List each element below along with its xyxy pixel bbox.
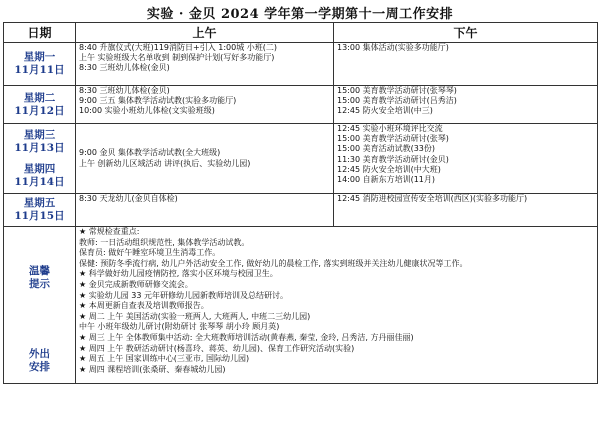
schedule-line: 15:00 美育活动试教(33份) (337, 144, 436, 154)
schedule-line: 13:00 集体活动(实验多功能厅) (337, 43, 449, 52)
note-line: 保健: 预防冬季流行病, 幼儿户外活动安全工作, 做好幼儿的晨检工作, 落实到班级并关注幼儿健康状况等工作。 (79, 258, 468, 268)
day-name: 星期二 (23, 91, 56, 104)
tips-label: 温馨 提示 (29, 265, 50, 290)
pm-cell-tuesday (334, 86, 598, 124)
note-line: 保育员: 做好午睡室环境卫生消毒工作。 (79, 248, 221, 258)
day-row-wed-thu (4, 124, 598, 194)
note-line: ★ 实验幼儿园 33 元年研修幼儿园新教师培训及总结研讨。 (79, 290, 288, 300)
header-row (4, 23, 598, 43)
schedule-line: 8:30 天龙幼儿(金贝自体检) (79, 194, 178, 203)
schedule-table (3, 22, 598, 384)
outings-label: 外出 安排 (29, 348, 50, 373)
schedule-line: 9:00 三五 集体教学活动试教(实验多功能厅) (79, 96, 237, 106)
notes-label-cell (4, 227, 76, 384)
note-line: ★ 金贝完成新教师研修交流会。 (79, 279, 193, 289)
note-line: ★ 科学做好幼儿园疫情防控, 落实小区环境与校园卫生。 (79, 269, 278, 279)
schedule-line: 9:00 金贝 集体教学活动试教(全大班级) (79, 148, 221, 158)
schedule-line: 8:30 三班幼儿体检(金贝) (79, 63, 170, 73)
note-line: ★ 常规检查重点: (79, 227, 140, 236)
schedule-line: 15:00 美育教学活动研讨(吕秀洁) (337, 96, 457, 106)
schedule-line: 10:00 实验小班幼儿体检(文实验班级) (79, 106, 215, 116)
schedule-line: 11:30 美育教学活动研讨(金贝) (337, 154, 449, 164)
pm-header: 下午 (334, 23, 598, 43)
note-line: 中午 小班年级幼儿研讨(附幼研讨 张琴琴 胡小玲 顾月英) (79, 322, 280, 332)
schedule-line: 12:45 防火安全培训(中大班) (337, 164, 441, 174)
day-date: 11月12日 (14, 104, 65, 117)
schedule-line: 15:00 美育教学活动研讨(张琴琴) (337, 86, 457, 95)
schedule-line: 12:45 消防进校园宣传安全培训(西区)(实验多功能厅) (337, 194, 528, 203)
note-line: ★ 周四 上午 教研活动研讨(杨喜玲、蒋英、幼儿园)、保育工作研究活动(实验) (79, 343, 355, 353)
schedule-line: 14:00 自新东方培训(11月) (337, 175, 436, 185)
am-cell-wed-thu (76, 124, 334, 194)
note-line: ★ 周四 课程培训(张桑研、秦春城幼儿园) (79, 364, 226, 374)
pm-cell-wed-thu (334, 124, 598, 194)
schedule-line: 12:45 防火安全培训(中三) (337, 106, 433, 116)
day-date: 11月13日 (14, 141, 65, 154)
day-name: 星期五 (23, 197, 56, 209)
schedule-line: 上午 实验班级大名单收到 制到保护计划(写好多功能厅) (79, 53, 275, 63)
note-line: ★ 周二 上午 美国活动(实验一班两人, 大班两人, 中班二三幼儿园) (79, 311, 311, 321)
note-line: ★ 周五 上午 国家训练中心(三亚市, 国际幼儿园) (79, 354, 250, 364)
day-label-friday (4, 194, 76, 227)
schedule-line: 上午 创新幼儿区域活动 讲评(执后、实验幼儿园) (79, 158, 251, 168)
note-line: 教师: 一日活动组织规范性, 集体教学活动试教。 (79, 237, 250, 247)
day-row-tuesday (4, 86, 598, 124)
schedule-line: 8:30 三班幼儿体检(金贝) (79, 86, 170, 95)
page-title: 实验 · 金贝 2024 学年第一学期第十一周工作安排 (146, 7, 454, 22)
am-cell-tuesday (76, 86, 334, 124)
date-header: 日期 (4, 23, 76, 43)
day-date: 11月15日 (14, 210, 65, 222)
day-label-wed-thu (4, 124, 76, 194)
schedule-line: 12:45 实验小班环境评比交流 (337, 124, 443, 133)
note-line: ★ 本周更新自查表及培训教师报告。 (79, 301, 209, 311)
day-name: 星期四 (23, 162, 56, 175)
notes-cell (76, 227, 598, 384)
pm-cell-friday (334, 194, 598, 227)
schedule-line: 8:40 升旗仪式(大班)119消防日+引入 1:00城 小班(二) (79, 43, 278, 52)
day-date: 11月14日 (14, 175, 65, 188)
day-row-friday (4, 194, 598, 227)
day-label-monday (4, 43, 76, 86)
day-row-monday (4, 43, 598, 86)
am-cell-monday (76, 43, 334, 86)
day-name: 星期一 (23, 51, 56, 63)
day-date: 11月11日 (14, 64, 65, 76)
schedule-line: 15:00 美育教学活动研讨(张琴) (337, 134, 449, 144)
am-cell-friday (76, 194, 334, 227)
pm-cell-monday (334, 43, 598, 86)
am-header: 上午 (76, 23, 334, 43)
note-line: ★ 周三 上午 全体教师集中活动: 全大班教师培训活动(黄春燕, 秦莹, 金玲, 吕秀洁, 方丹丽佳丽) (79, 332, 414, 342)
day-name: 星期三 (23, 128, 56, 141)
day-label-tuesday (4, 86, 76, 124)
notes-row (4, 227, 598, 384)
